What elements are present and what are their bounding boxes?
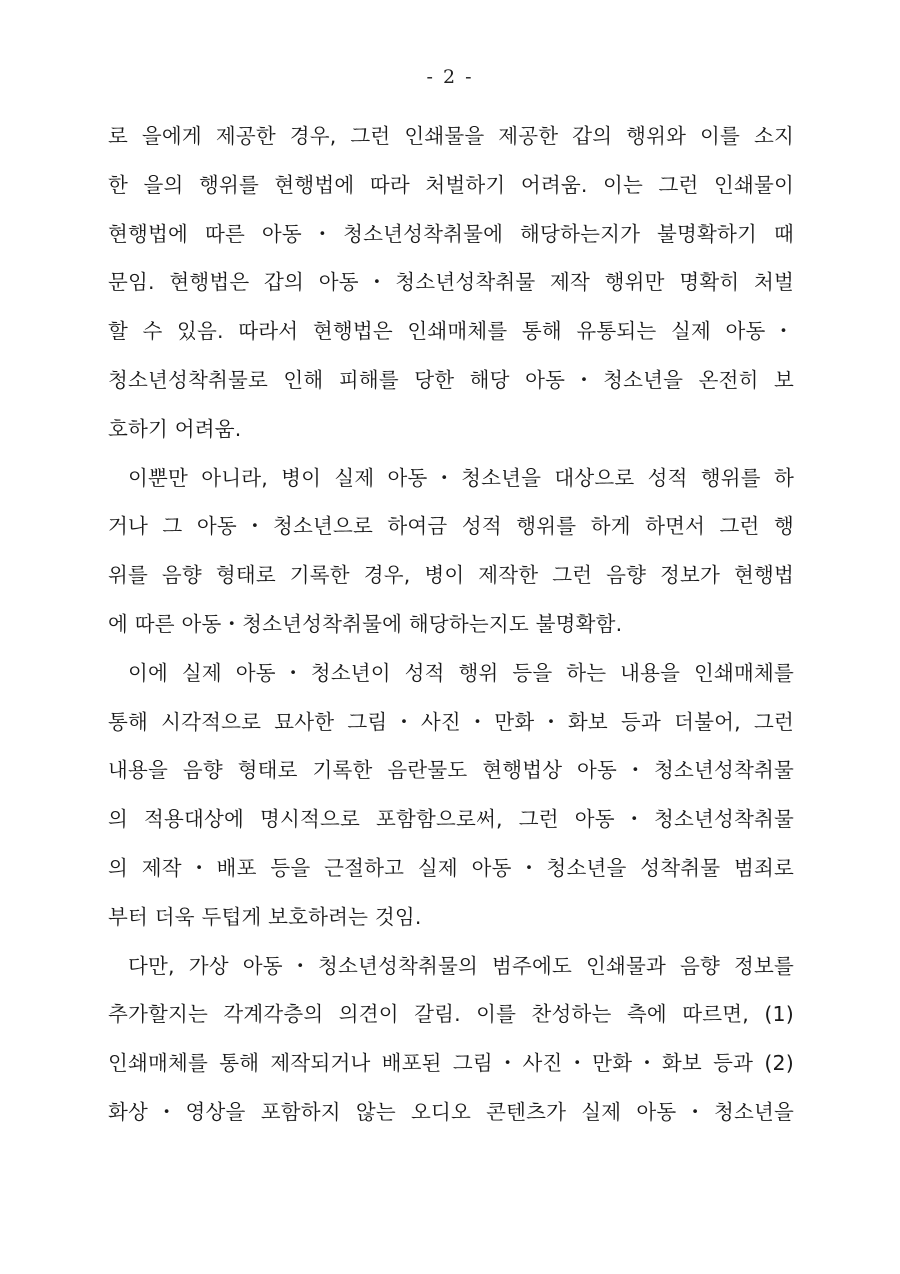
text-line: 문임. 현행법은 갑의 아동・청소년성착취물 제작 행위만 명확히 처벌 (108, 270, 794, 295)
text-line: 부터 더욱 두텁게 보호하려는 것임. (108, 904, 422, 929)
text-line: 거나 그 아동・청소년으로 하여금 성적 행위를 하게 하면서 그런 행 (108, 514, 794, 539)
text-line: 화상・영상을 포함하지 않는 오디오 콘텐츠가 실제 아동・청소년을 (108, 1099, 794, 1124)
text-line: 호하기 어려움. (108, 416, 242, 441)
paragraph (108, 649, 794, 942)
text-line: 통해 시각적으로 묘사한 그림・사진・만화・화보 등과 더불어, 그런 (108, 709, 794, 734)
text-line: 의 제작・배포 등을 근절하고 실제 아동・청소년을 성착취물 범죄로 (108, 855, 794, 880)
text-line: 에 따른 아동・청소년성착취물에 해당하는지도 불명확함. (108, 611, 623, 636)
text-line: 할 수 있음. 따라서 현행법은 인쇄매체를 통해 유통되는 실제 아동・ (108, 319, 794, 344)
paragraph (108, 112, 794, 454)
document-body (108, 112, 794, 1137)
text-line: 이뿐만 아니라, 병이 실제 아동・청소년을 대상으로 성적 행위를 하 (128, 465, 794, 490)
text-line: 다만, 가상 아동・청소년성착취물의 범주에도 인쇄물과 음향 정보를 (128, 953, 794, 978)
text-line: 의 적용대상에 명시적으로 포함함으로써, 그런 아동・청소년성착취물 (108, 807, 794, 832)
text-line: 한 을의 행위를 현행법에 따라 처벌하기 어려움. 이는 그런 인쇄물이 (108, 172, 794, 197)
text-line: 추가할지는 각계각층의 의견이 갈림. 이를 찬성하는 측에 따르면, (1) (108, 1002, 794, 1027)
text-line: 위를 음향 형태로 기록한 경우, 병이 제작한 그런 음향 정보가 현행법 (108, 563, 794, 588)
page-number: - 2 - (426, 66, 474, 88)
text-line: 로 을에게 제공한 경우, 그런 인쇄물을 제공한 갑의 행위와 이를 소지 (108, 124, 794, 148)
text-line: 현행법에 따른 아동・청소년성착취물에 해당하는지가 불명확하기 때 (108, 221, 794, 246)
text-line: 인쇄매체를 통해 제작되거나 배포된 그림・사진・만화・화보 등과 (2) (108, 1051, 794, 1076)
paragraph (108, 942, 794, 1137)
paragraph (108, 454, 794, 649)
text-line: 내용을 음향 형태로 기록한 음란물도 현행법상 아동・청소년성착취물 (108, 758, 794, 783)
text-line: 이에 실제 아동・청소년이 성적 행위 등을 하는 내용을 인쇄매체를 (128, 660, 794, 685)
text-line: 청소년성착취물로 인해 피해를 당한 해당 아동・청소년을 온전히 보 (108, 367, 794, 392)
